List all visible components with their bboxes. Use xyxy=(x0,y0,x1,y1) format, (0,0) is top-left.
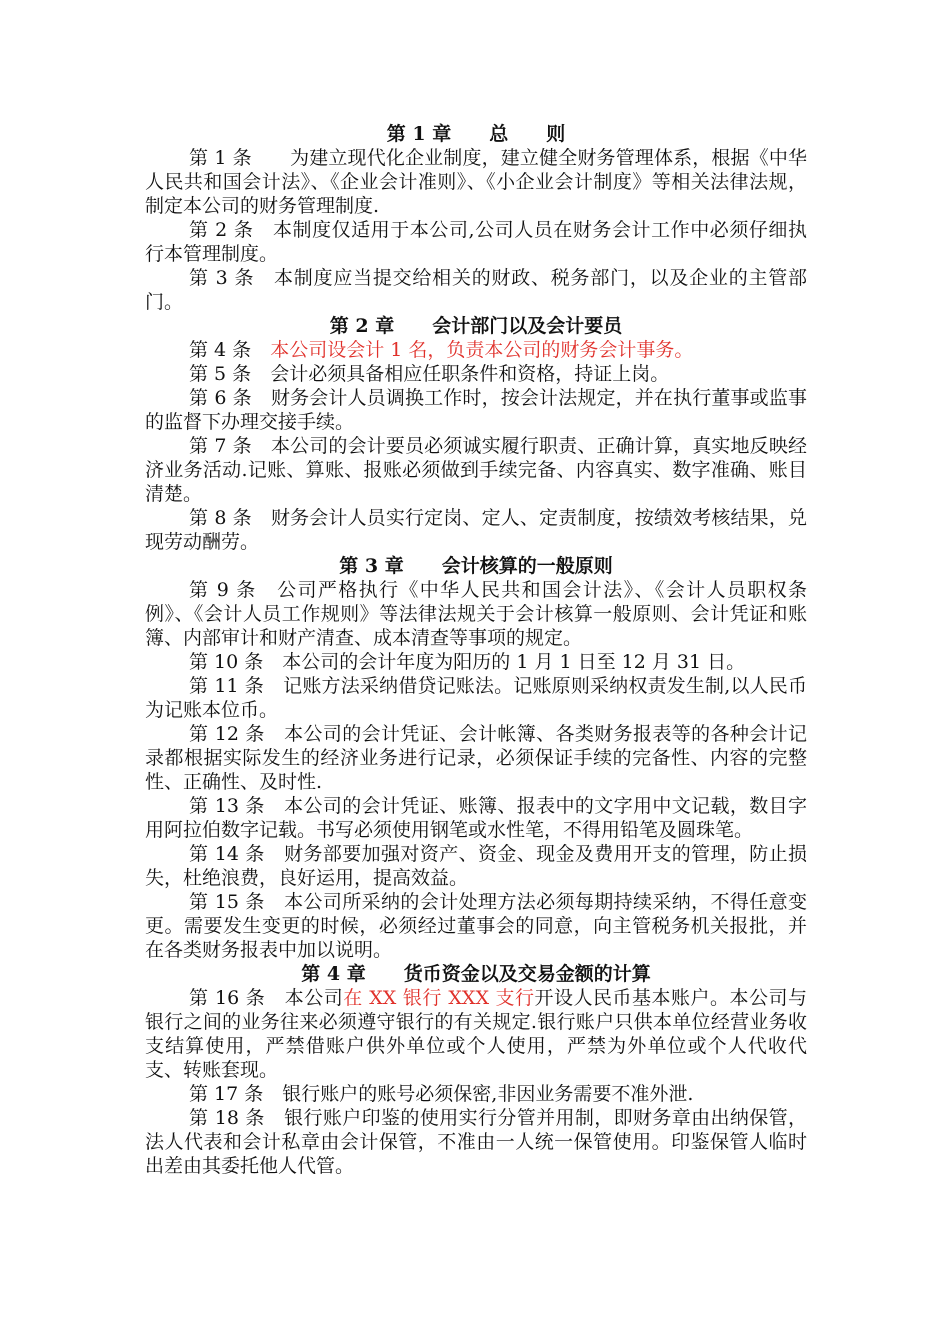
chapter-heading: 第 3 章 会计核算的一般原则 xyxy=(339,555,613,577)
article-gap xyxy=(252,507,271,529)
article-gap xyxy=(252,435,271,457)
article-gap xyxy=(265,843,284,865)
chapter-heading: 第 1 章 总 则 xyxy=(386,123,566,145)
article-paragraph xyxy=(145,1106,807,1178)
article-paragraph xyxy=(145,578,807,650)
article-number: 第 8 条 xyxy=(189,507,252,529)
article-text: 本制度仅适用于本公司,公司人员在财务会计工作中必须仔细执行本管理制度。 xyxy=(145,219,807,265)
article-text: 财务部要加强对资产、资金、现金及费用开支的管理，防止损失，杜绝浪费，良好运用，提高效益。 xyxy=(145,843,807,889)
article-gap xyxy=(264,675,283,697)
article-gap xyxy=(263,1083,282,1105)
article-gap xyxy=(257,579,277,601)
article-number: 第 1 条 xyxy=(189,147,252,169)
article-number: 第 10 条 xyxy=(189,651,264,673)
article-paragraph xyxy=(145,1082,807,1106)
article-text: 本公司的会计凭证、会计帐簿、各类财务报表等的各种会计记录都根据实际发生的经济业务进行记录，必须保证手续的完备性、内容的完整性、正确性、及时性. xyxy=(145,723,807,793)
article-number: 第 11 条 xyxy=(189,675,264,697)
article-gap xyxy=(252,147,290,169)
article-text: 开设人民币基本账户。本公司与银行之间的业务往来必须遵守银行的有关规定.银行账户只供本单位经营业务收支结算使用，严禁借账户供外单位或个人使用，严禁为外单位或个人代收代支、转账套现。 xyxy=(145,987,807,1081)
article-text: 财务会计人员实行定岗、定人、定责制度，按绩效考核结果，兑现劳动酬劳。 xyxy=(145,507,807,553)
article-text: 本公司所采纳的会计处理方法必须每期持续采纳，不得任意变更。需要发生变更的时候，必须经过董事会的同意，向主管税务机关报批，并在各类财务报表中加以说明。 xyxy=(145,891,807,961)
article-text: 本制度应当提交给相关的财政、税务部门，以及企业的主管部门。 xyxy=(145,267,807,313)
article-paragraph xyxy=(145,650,807,674)
article-text: 本公司 xyxy=(284,987,344,1009)
article-number: 第 14 条 xyxy=(189,843,265,865)
article-paragraph xyxy=(145,722,807,794)
article-text: 会计必须具备相应任职条件和资格，持证上岗。 xyxy=(270,363,670,385)
article-paragraph xyxy=(145,146,807,218)
article-paragraph xyxy=(145,362,807,386)
chapter-heading: 第 4 章 货币资金以及交易金额的计算 xyxy=(301,963,651,985)
article-text: 公司严格执行《中华人民共和国会计法》、《会计人员职权条例》、《会计人员工作规则》等法律法规关于会计核算一般原则、会计凭证和账簿、内部审计和财产清查、成本清查等事项的规定。 xyxy=(145,579,807,649)
article-paragraph xyxy=(145,434,807,506)
article-number: 第 15 条 xyxy=(189,891,265,913)
article-number: 第 7 条 xyxy=(189,435,252,457)
article-gap xyxy=(253,219,273,241)
article-number: 第 16 条 xyxy=(189,987,266,1009)
article-gap xyxy=(265,987,285,1009)
highlighted-text: 本公司设会计 1 名，负责本公司的财务会计事务。 xyxy=(270,339,694,361)
article-gap xyxy=(265,723,284,745)
article-gap xyxy=(251,339,270,361)
article-paragraph xyxy=(145,218,807,266)
article-gap xyxy=(263,651,282,673)
article-paragraph xyxy=(145,842,807,890)
article-text: 本公司的会计要员必须诚实履行职责、正确计算，真实地反映经济业务活动.记账、算账、报账必须做到手续完备、内容真实、数字准确、账目清楚。 xyxy=(145,435,807,505)
article-text: 银行账户的账号必须保密,非因业务需要不准外泄. xyxy=(282,1083,694,1105)
document-body xyxy=(145,122,807,1178)
article-gap xyxy=(254,267,274,289)
article-number: 第 12 条 xyxy=(189,723,265,745)
article-paragraph xyxy=(145,386,807,434)
article-gap xyxy=(265,1107,284,1129)
article-paragraph xyxy=(145,338,807,362)
article-text: 银行账户印鉴的使用实行分管并用制，即财务章由出纳保管，法人代表和会计私章由会计保管，不准由一人统一保管使用。印鉴保管人临时出差由其委托他人代管。 xyxy=(145,1107,807,1177)
article-text: 记账方法采纳借贷记账法。记账原则采纳权责发生制,以人民币为记账本位币。 xyxy=(145,675,807,721)
article-number: 第 4 条 xyxy=(189,339,252,361)
article-text: 本公司的会计年度为阳历的 1 月 1 日至 12 月 31 日。 xyxy=(282,651,746,673)
article-gap xyxy=(252,387,271,409)
highlighted-text: 在 XX 银行 XXX 支行 xyxy=(343,987,535,1009)
article-number: 第 9 条 xyxy=(189,579,257,601)
article-gap xyxy=(251,363,270,385)
article-number: 第 18 条 xyxy=(189,1107,265,1129)
article-gap xyxy=(265,891,284,913)
article-paragraph xyxy=(145,794,807,842)
article-number: 第 5 条 xyxy=(189,363,252,385)
article-paragraph xyxy=(145,890,807,962)
article-text: 财务会计人员调换工作时，按会计法规定，并在执行董事或监事的监督下办理交接手续。 xyxy=(145,387,807,433)
article-text: 为建立现代化企业制度，建立健全财务管理体系，根据《中华人民共和国会计法》、《企业会计准则》、《小企业会计制度》等相关法律法规，制定本公司的财务管理制度. xyxy=(145,147,807,217)
article-number: 第 3 条 xyxy=(189,267,255,289)
article-number: 第 6 条 xyxy=(189,387,252,409)
article-paragraph xyxy=(145,506,807,554)
article-number: 第 13 条 xyxy=(189,795,265,817)
article-number: 第 17 条 xyxy=(189,1083,264,1105)
chapter-heading: 第 2 章 会计部门以及会计要员 xyxy=(329,315,623,337)
article-paragraph xyxy=(145,986,807,1082)
article-paragraph xyxy=(145,266,807,314)
article-gap xyxy=(265,795,284,817)
article-number: 第 2 条 xyxy=(189,219,254,241)
article-paragraph xyxy=(145,674,807,722)
article-text: 本公司的会计凭证、账簿、报表中的文字用中文记载，数目字用阿拉伯数字记载。书写必须使用钢笔或水性笔，不得用铅笔及圆珠笔。 xyxy=(145,795,807,841)
